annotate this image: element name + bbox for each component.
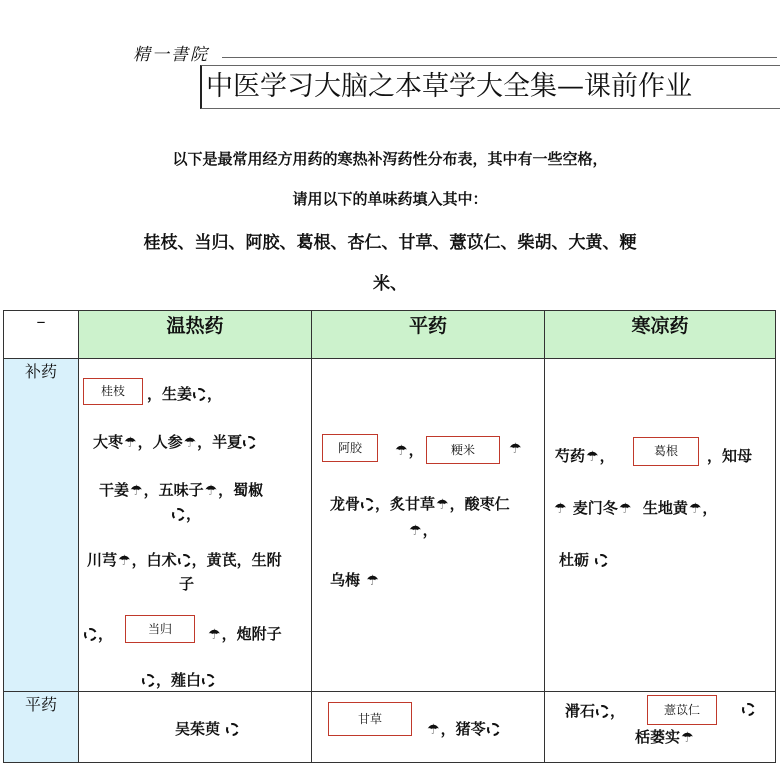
umbrella-icon: ☂ bbox=[427, 722, 440, 738]
text: 干姜 bbox=[99, 481, 130, 499]
gear-sun-icon bbox=[595, 554, 608, 567]
umbrella-icon: ☂ bbox=[509, 441, 522, 457]
umbrella-icon: ☂ bbox=[208, 627, 221, 643]
text: ，酸枣仁 bbox=[449, 495, 510, 513]
text: 芍药 bbox=[555, 447, 586, 465]
row-header-neutral: 平药 bbox=[4, 692, 79, 763]
column-header-cold: 寒凉药 bbox=[545, 311, 776, 359]
gear-sun-icon bbox=[243, 436, 256, 449]
answer-box-gancao[interactable]: 甘草 bbox=[328, 702, 412, 736]
umbrella-icon: ☂ bbox=[586, 449, 599, 465]
cell-tonic-cold bbox=[545, 359, 776, 692]
text: ， bbox=[98, 625, 114, 643]
umbrella-icon: ☂ bbox=[681, 730, 694, 746]
answer-box-gegen[interactable]: 葛根 bbox=[633, 437, 699, 466]
text: ，炮附子 bbox=[221, 625, 282, 643]
umbrella-icon: ☂ bbox=[204, 483, 218, 499]
gear-sun-icon bbox=[202, 674, 215, 687]
text: ， bbox=[422, 521, 438, 539]
row-header-tonic: 补药 bbox=[4, 359, 79, 692]
text: ，炙甘草 bbox=[375, 495, 436, 513]
umbrella-icon: ☂ bbox=[124, 435, 137, 451]
umbrella-icon: ☂ bbox=[436, 497, 449, 513]
umbrella-icon: ☂ bbox=[688, 501, 702, 517]
text: 龙骨 bbox=[330, 495, 361, 513]
gear-sun-icon bbox=[178, 554, 191, 567]
umbrella-icon: ☂ bbox=[554, 501, 567, 517]
text: ， bbox=[408, 441, 424, 459]
text: ，人参 bbox=[137, 433, 183, 451]
text: ， bbox=[610, 702, 626, 720]
umbrella-icon: ☂ bbox=[409, 523, 422, 539]
cell-neutral-neutral bbox=[312, 692, 545, 763]
herb-property-table bbox=[3, 310, 776, 763]
cell-tonic-neutral bbox=[312, 359, 545, 692]
column-header-warm: 温热药 bbox=[79, 311, 312, 359]
cell-neutral-cold bbox=[545, 692, 776, 763]
corner-cell: – bbox=[4, 311, 79, 359]
gear-sun-icon bbox=[487, 723, 500, 736]
herb-list-line-2: 米、 bbox=[373, 274, 407, 294]
gear-sun-icon bbox=[742, 703, 755, 716]
cell-neutral-warm bbox=[79, 692, 312, 763]
gear-sun-icon bbox=[172, 508, 185, 521]
text: 滑石 bbox=[565, 702, 596, 720]
answer-box-yiyiren[interactable]: 薏苡仁 bbox=[647, 695, 717, 725]
umbrella-icon: ☂ bbox=[618, 501, 632, 517]
text: ， bbox=[207, 385, 223, 403]
text: ，白术 bbox=[131, 551, 177, 569]
cell-tonic-warm bbox=[79, 359, 312, 692]
text: 乌梅 bbox=[330, 571, 361, 589]
text: 大枣 bbox=[93, 433, 124, 451]
gear-sun-icon bbox=[226, 723, 239, 736]
herb-list-line-1: 桂枝、当归、阿胶、葛根、杏仁、甘草、薏苡仁、柴胡、大黄、粳 bbox=[143, 233, 637, 253]
answer-box-ejiao[interactable]: 阿胶 bbox=[322, 434, 378, 462]
text: 杜砺 bbox=[559, 551, 590, 569]
brand-logo: 精一書院 bbox=[133, 45, 209, 65]
text: ，薤白 bbox=[156, 671, 202, 689]
text: ， bbox=[702, 499, 718, 517]
umbrella-icon: ☂ bbox=[366, 573, 379, 589]
text: 子 bbox=[179, 575, 195, 593]
umbrella-icon: ☂ bbox=[130, 483, 143, 499]
text: 麦门冬 bbox=[572, 499, 618, 517]
answer-box-danggui[interactable]: 当归 bbox=[125, 615, 195, 643]
text: ， bbox=[186, 505, 202, 523]
text: ，生姜 bbox=[147, 385, 193, 403]
gear-sun-icon bbox=[596, 705, 609, 718]
text: 栝蒌实 bbox=[635, 728, 681, 746]
text: 生地黄 bbox=[642, 499, 688, 517]
text: 吴茱萸 bbox=[175, 720, 221, 738]
umbrella-icon: ☂ bbox=[395, 443, 408, 459]
text: ，蜀椒 bbox=[218, 481, 264, 499]
text: ，猪苓 bbox=[440, 720, 486, 738]
umbrella-icon: ☂ bbox=[118, 553, 131, 569]
gear-sun-icon bbox=[361, 498, 374, 511]
answer-box-jingmi[interactable]: 粳米 bbox=[426, 436, 500, 464]
text: ， bbox=[599, 447, 615, 465]
page-title: 中医学习大脑之本草学大全集—课前作业 bbox=[200, 65, 780, 109]
text: ，五味子 bbox=[143, 481, 204, 499]
gear-sun-icon bbox=[142, 674, 155, 687]
text: ，知母 bbox=[707, 447, 753, 465]
gear-sun-icon bbox=[193, 388, 206, 401]
header-rule bbox=[222, 57, 777, 58]
gear-sun-icon bbox=[84, 628, 97, 641]
column-header-neutral: 平药 bbox=[312, 311, 545, 359]
intro-line-2: 请用以下的单味药填入其中： bbox=[292, 190, 488, 208]
text: ，半夏 bbox=[197, 433, 243, 451]
text: ，黄芪，生附 bbox=[191, 551, 282, 569]
intro-line-1: 以下是最常用经方用药的寒热补泻药性分布表，其中有一些空格， bbox=[172, 150, 608, 168]
text: 川芎 bbox=[87, 551, 118, 569]
umbrella-icon: ☂ bbox=[183, 435, 197, 451]
answer-box-guizhi[interactable]: 桂枝 bbox=[83, 378, 143, 405]
